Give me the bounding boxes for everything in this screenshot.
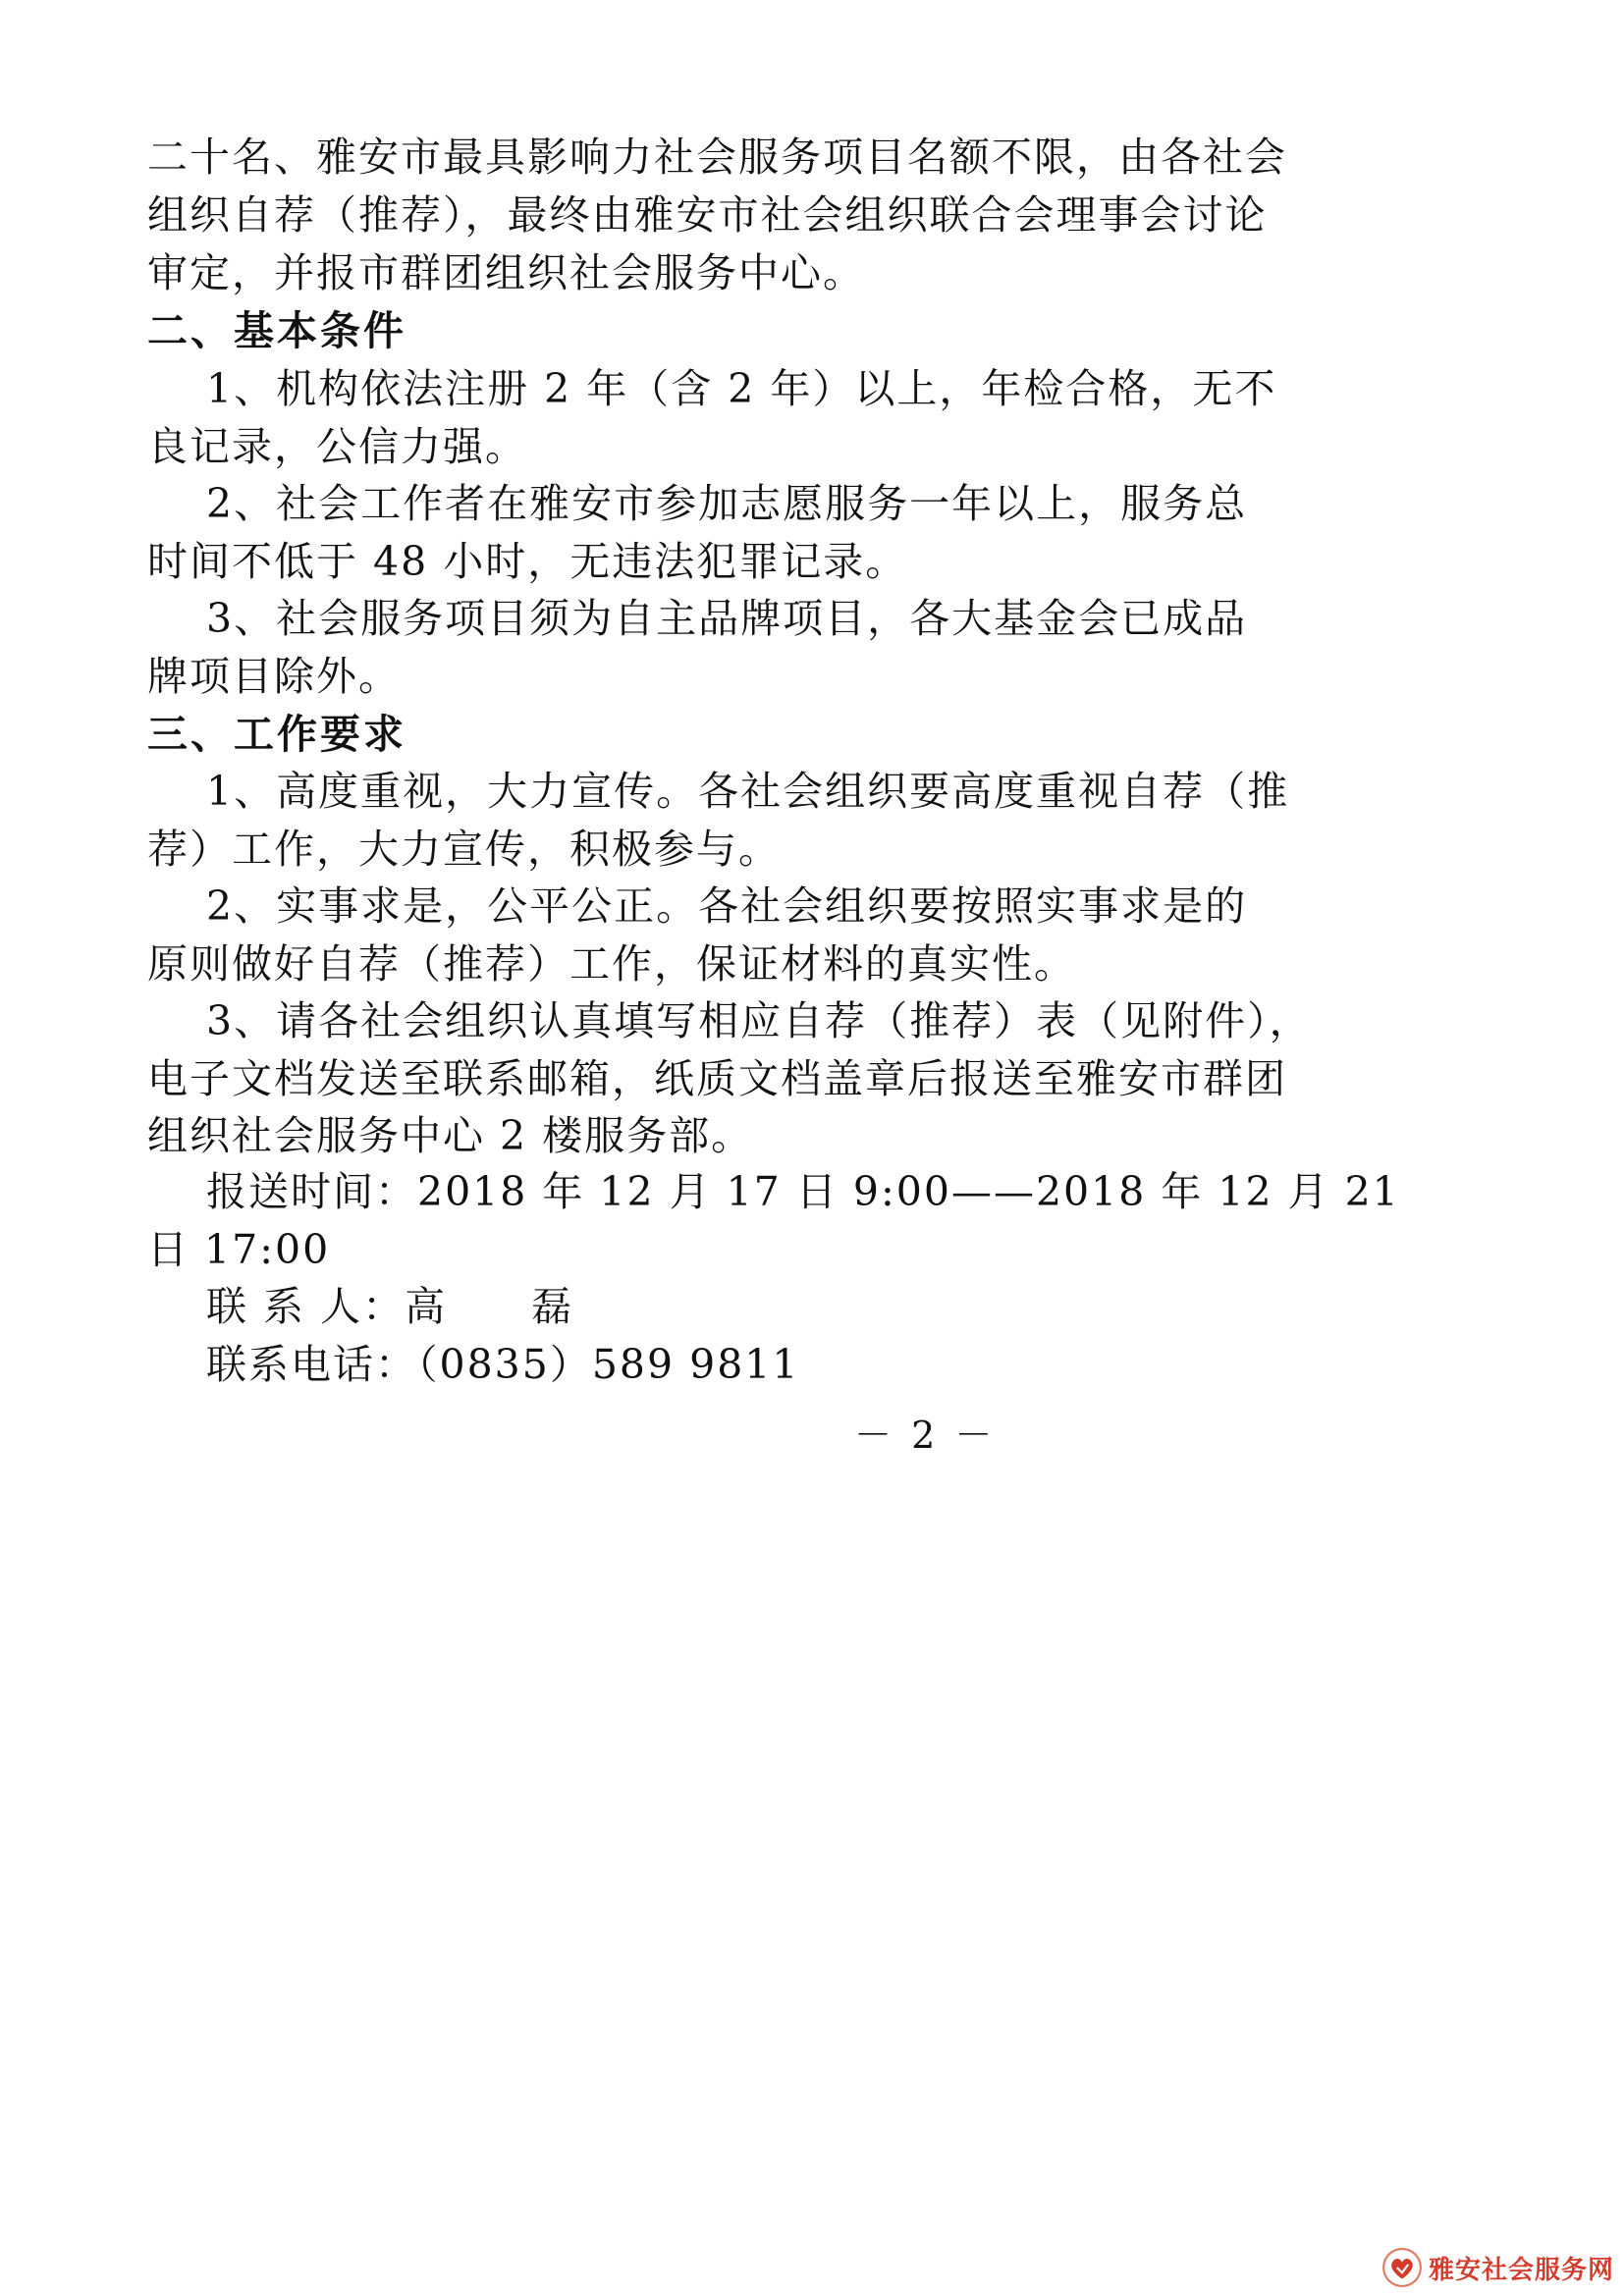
watermark-text: 雅安社会服务网 [1428, 2255, 1614, 2285]
paragraph-line: 2、实事求是，公平公正。各社会组织要按照实事求是的 [206, 882, 1248, 930]
site-watermark [1381, 2247, 1614, 2288]
paragraph-line: 审定，并报市群团组织社会服务中心。 [147, 249, 865, 296]
submission-time-line: 报送时间：2018 年 12 月 17 日 9:00——2018 年 12 月 21 [206, 1168, 1400, 1215]
contact-person: 联 系 人：高 磊 [206, 1283, 574, 1330]
paragraph-line: 电子文档发送至联系邮箱，纸质文档盖章后报送至雅安市群团 [147, 1055, 1287, 1102]
page-number: － 2 － [854, 1414, 997, 1457]
section-heading-work-requirements: 三、工作要求 [147, 711, 406, 758]
paragraph-line: 组织社会服务中心 2 楼服务部。 [147, 1112, 754, 1159]
paragraph-line: 时间不低于 48 小时，无违法犯罪记录。 [147, 538, 908, 585]
section-heading-basic-conditions: 二、基本条件 [147, 307, 406, 354]
paragraph-line: 二十名、雅安市最具影响力社会服务项目名额不限，由各社会 [147, 133, 1287, 181]
paragraph-line: 3、请各社会组织认真填写相应自荐（推荐）表（见附件）， [206, 997, 1312, 1044]
paragraph-line: 牌项目除外。 [147, 653, 401, 700]
paragraph-line: 良记录，公信力强。 [147, 423, 527, 470]
paragraph-line: 1、机构依法注册 2 年（含 2 年）以上，年检合格，无不 [206, 365, 1277, 412]
paragraph-line: 1、高度重视，大力宣传。各社会组织要高度重视自荐（推 [206, 768, 1290, 815]
contact-phone: 联系电话：（0835）589 9811 [206, 1341, 800, 1388]
paragraph-line: 3、社会服务项目须为自主品牌项目，各大基金会已成品 [206, 595, 1248, 642]
submission-time-line: 日 17:00 [147, 1226, 331, 1273]
paragraph-line: 组织自荐（推荐），最终由雅安市社会组织联合会理事会讨论 [147, 191, 1268, 239]
heart-logo-icon [1381, 2247, 1423, 2288]
paragraph-line: 原则做好自荐（推荐）工作，保证材料的真实性。 [147, 940, 1076, 988]
paragraph-line: 荐）工作，大力宣传，积极参与。 [147, 826, 781, 873]
paragraph-line: 2、社会工作者在雅安市参加志愿服务一年以上，服务总 [206, 480, 1248, 527]
